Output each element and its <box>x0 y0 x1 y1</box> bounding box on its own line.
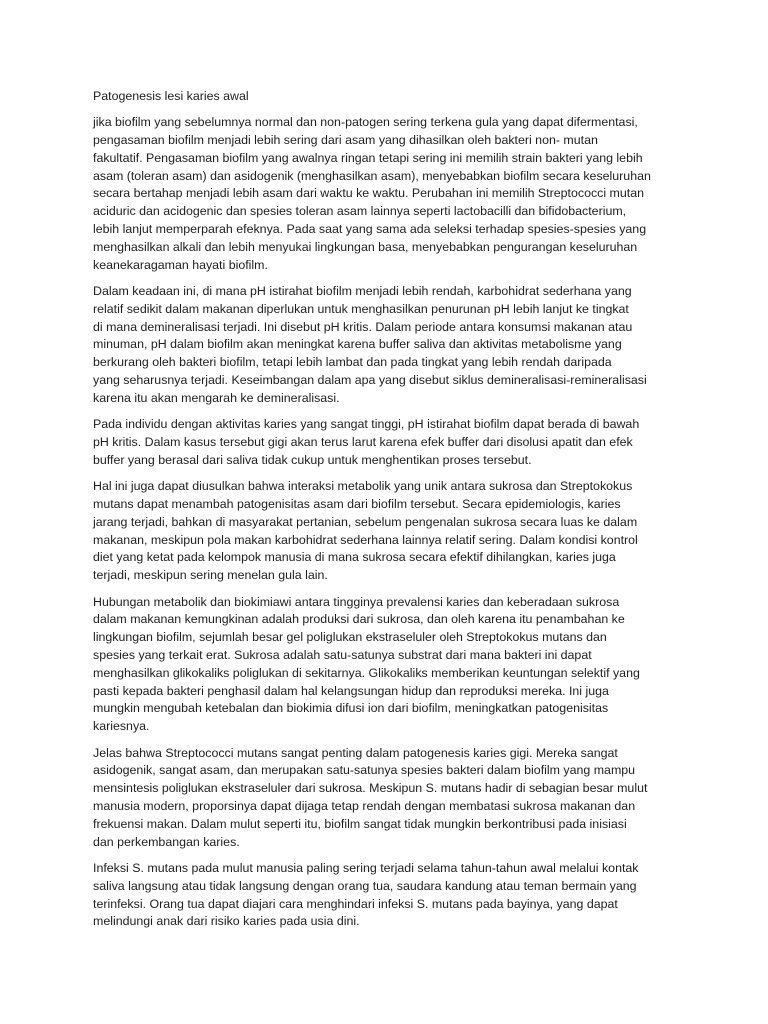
paragraph <box>93 478 677 585</box>
paragraph-line: kariesnya. <box>93 719 150 734</box>
paragraph-line: fakultatif. Pengasaman biofilm yang awalnya ringan tetapi sering ini memilih strain bakteri yang lebih <box>93 150 643 165</box>
paragraph-line: Hal ini juga dapat diusulkan bahwa interaksi metabolik yang unik antara sukrosa dan Streptokokus <box>93 479 633 494</box>
paragraph-line: buffer yang berasal dari saliva tidak cukup untuk menghentikan proses tersebut. <box>93 452 532 467</box>
paragraph-line: Dalam keadaan ini, di mana pH istirahat biofilm menjadi lebih rendah, karbohidrat sederhana yang <box>93 284 632 299</box>
paragraph-line: melindungi anak dari risiko karies pada usia dini. <box>93 914 360 929</box>
paragraph-line: frekuensi makan. Dalam mulut seperti itu, biofilm sangat tidak mungkin berkontribusi pada inisiasi <box>93 816 627 831</box>
paragraph-line: Pada individu dengan aktivitas karies yang sangat tinggi, pH istirahat biofilm dapat berada di bawah <box>93 417 640 432</box>
paragraph-line: dan perkembangan karies. <box>93 834 240 849</box>
paragraph-line: manusia modern, proporsinya dapat dijaga tetap rendah dengan membatasi sukrosa makanan dan <box>93 798 636 813</box>
paragraph-line: asam (toleran asam) dan asidogenik (menghasilkan asam), menyebabkan biofilm secara keseluruhan <box>93 168 651 183</box>
paragraph-line: Jelas bahwa Streptococci mutans sangat penting dalam patogenesis karies gigi. Mereka sangat <box>93 745 618 760</box>
paragraph <box>93 860 677 931</box>
paragraph-line: menghasilkan alkali dan lebih menyukai lingkungan basa, menyebabkan pengurangan keseluruhan <box>93 239 638 254</box>
paragraph-line: terinfeksi. Orang tua dapat diajari cara menghindari infeksi S. mutans pada bayinya, yang dapat <box>93 896 618 911</box>
paragraph-line: jika biofilm yang sebelumnya normal dan non-patogen sering terkena gula yang dapat difermentasi, <box>93 115 638 130</box>
paragraph <box>93 114 677 274</box>
paragraph-line: keanekaragaman hayati biofilm. <box>93 257 268 272</box>
paragraph-line: mensintesis poliglukan ekstraseluler dari sukrosa. Meskipun S. mutans hadir di sebagian besar mulut <box>93 781 648 796</box>
paragraph <box>93 745 677 852</box>
paragraph-line: saliva langsung atau tidak langsung dengan orang tua, saudara kandung atau teman bermain yang <box>93 878 637 893</box>
paragraph-line: minuman, pH dalam biofilm akan meningkat karena buffer saliva dan aktivitas metabolisme yang <box>93 337 622 352</box>
paragraph-line: asidogenik, sangat asam, dan merupakan satu-satunya spesies bakteri dalam biofilm yang mampu <box>93 763 636 778</box>
document-body <box>93 88 677 940</box>
paragraph-line: di mana demineralisasi terjadi. Ini disebut pH kritis. Dalam periode antara konsumsi makanan atau <box>93 319 633 334</box>
paragraph-line: mungkin mengubah ketebalan dan biokimia difusi ion dari biofilm, meningkatkan patogenisitas <box>93 701 609 716</box>
paragraph-line: yang seharusnya terjadi. Keseimbangan dalam apa yang disebut siklus demineralisasi-remineralisasi <box>93 373 647 388</box>
paragraph-line: Infeksi S. mutans pada mulut manusia paling sering terjadi selama tahun-tahun awal melalui kontak <box>93 860 639 875</box>
page-title: Patogenesis lesi karies awal <box>93 89 249 103</box>
paragraph <box>93 283 677 408</box>
paragraph-line: relatif sedikit dalam makanan diperlukan untuk menghasilkan penurunan pH lebih lanjut ke tingkat <box>93 301 629 316</box>
paragraph-line: dalam makanan kemungkinan adalah produksi dari sukrosa, dan oleh karena itu penambahan ke <box>93 612 625 627</box>
paragraph-line: pengasaman biofilm menjadi lebih sering dari asam yang dihasilkan oleh bakteri non- mutan <box>93 133 598 148</box>
paragraph-line: makanan, meskipun pola makan karbohidrat sederhana lainnya relatif sering. Dalam kondisi kontrol <box>93 532 638 547</box>
paragraph-line: jarang terjadi, bahkan di masyarakat pertanian, sebelum pengenalan sukrosa secara luas ke dalam <box>93 514 638 529</box>
paragraph-line: mutans dapat menambah patogenisitas asam dari biofilm tersebut. Secara epidemiologis, karies <box>93 497 621 512</box>
paragraph-line: pH kritis. Dalam kasus tersebut gigi akan terus larut karena efek buffer dari disolusi apatit dan efek <box>93 435 633 450</box>
paragraph-line: aciduric dan acidogenic dan spesies toleran asam lainnya seperti lactobacilli dan bifidobacterium, <box>93 204 627 219</box>
paragraph-line: lebih lanjut memperparah efeknya. Pada saat yang sama ada seleksi terhadap spesies-spesies yang <box>93 222 647 237</box>
paragraph-line: lingkungan biofilm, sejumlah besar gel poliglukan ekstraseluler oleh Streptokokus mutans dan <box>93 630 607 645</box>
paragraph-line: terjadi, meskipun sering menelan gula lain. <box>93 568 328 583</box>
paragraph-line: menghasilkan glikokaliks poliglukan di sekitarnya. Glikokaliks memberikan keuntungan selektif yang <box>93 665 640 680</box>
paragraph-list <box>93 114 677 931</box>
paragraph-line: pasti kepada bakteri penghasil dalam hal kelangsungan hidup dan reproduksi mereka. Ini juga <box>93 683 609 698</box>
paragraph-line: spesies yang terkait erat. Sukrosa adalah satu-satunya substrat dari mana bakteri ini dapat <box>93 647 592 662</box>
paragraph-line: diet yang ketat pada kelompok manusia di mana sukrosa secara efektif dihilangkan, karies juga <box>93 550 616 565</box>
paragraph <box>93 594 677 736</box>
paragraph-line: secara bertahap menjadi lebih asam dari waktu ke waktu. Perubahan ini memilih Streptococci mutan <box>93 186 644 201</box>
paragraph-line: karena itu akan mengarah ke demineralisasi. <box>93 390 340 405</box>
paragraph <box>93 416 677 469</box>
paragraph-line: berkurang oleh bakteri biofilm, tetapi lebih lambat dan pada tingkat yang lebih rendah daripada <box>93 355 612 370</box>
paragraph-line: Hubungan metabolik dan biokimiawi antara tingginya prevalensi karies dan keberadaan sukrosa <box>93 594 620 609</box>
